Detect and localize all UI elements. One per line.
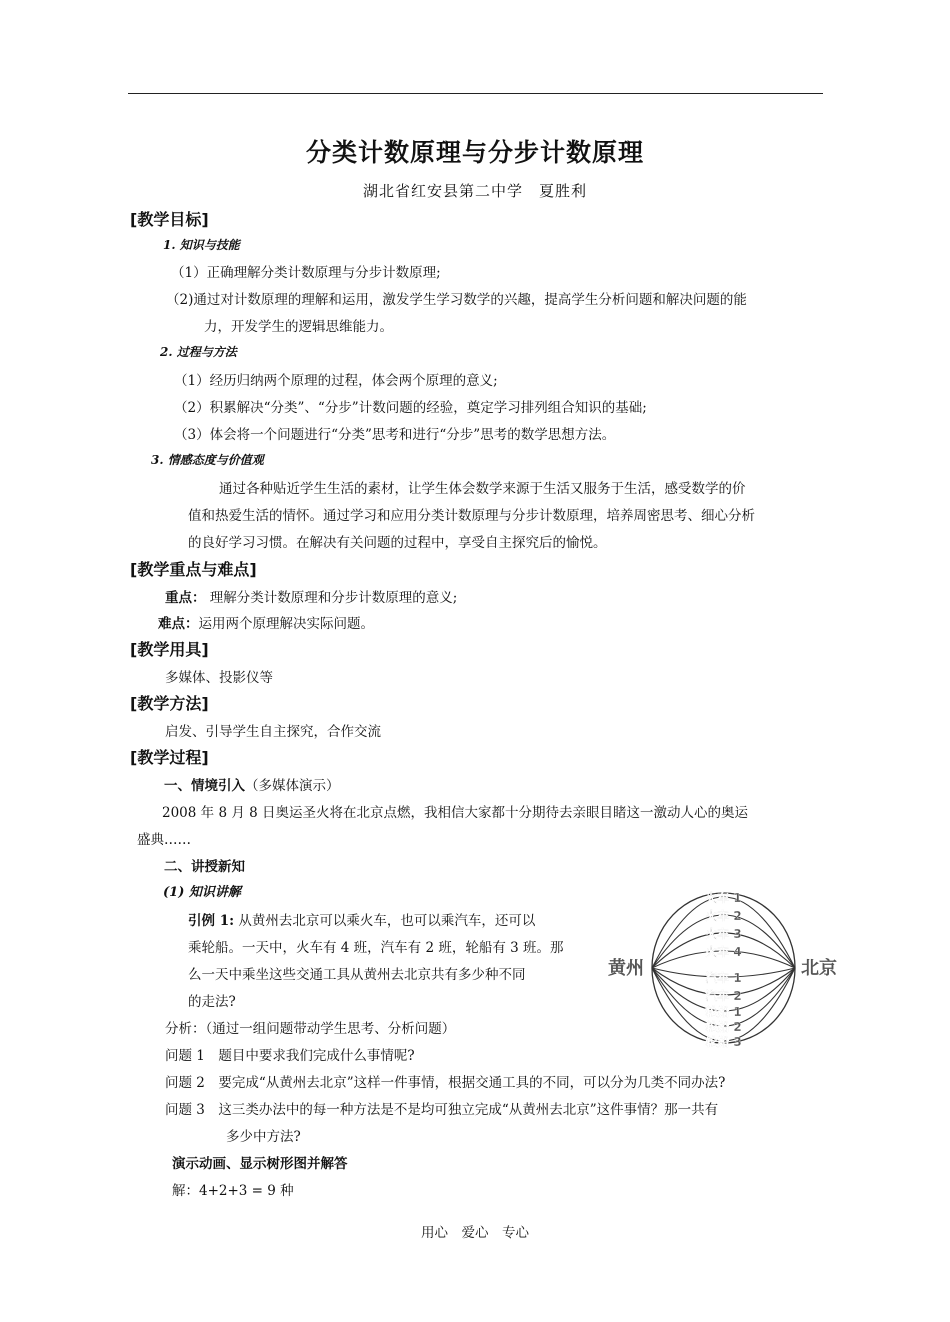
part2-title: 二、讲授新知 <box>164 859 245 875</box>
route-label: 轮船 2 <box>705 1020 742 1034</box>
example-line-4: 的走法? <box>188 994 236 1010</box>
goals-s1-item-1: （1）正确理解分类计数原理与分步计数原理; <box>171 265 441 281</box>
question-1: 问题 1 题目中要求我们完成什么事情呢? <box>165 1048 415 1064</box>
keypoint-label: 重点： <box>165 590 206 606</box>
answer-line: 解：4+2+3 = 9 种 <box>172 1183 294 1199</box>
page-footer: 用心 爱心 专心 <box>421 1225 529 1241</box>
example-line-3: 么一天中乘坐这些交通工具从黄州去北京共有多少种不同 <box>188 967 526 983</box>
methods-text: 启发、引导学生自主探究，合作交流 <box>165 724 381 740</box>
keypoint-text: 理解分类计数原理和分步计数原理的意义; <box>209 590 458 606</box>
demo-line: 演示动画、显示树形图并解答 <box>172 1156 348 1172</box>
keypoints-heading: [教学重点与难点] <box>130 560 257 579</box>
author-line: 湖北省红安县第二中学 夏胜利 <box>362 182 587 200</box>
header-rule <box>128 93 823 94</box>
goals-s3-para-line-1: 通过各种贴近学生生活的素材，让学生体会数学来源于生活又服务于生活，感受数学的价 <box>219 481 746 497</box>
question-3: 问题 3 这三类办法中的每一种方法是不是均可独立完成“从黄州去北京”这件事情？那一共有 <box>165 1102 719 1118</box>
route-label: 火车 4 <box>705 945 742 959</box>
example-line-2: 乘轮船。一天中，火车有 4 班，汽车有 2 班，轮船有 3 班。那 <box>188 940 564 956</box>
goals-section-2-title: 2. 过程与方法 <box>160 345 237 359</box>
part1-title: 一、情境引入 <box>164 778 245 794</box>
goals-s3-para-line-2: 值和热爱生活的情怀。通过学习和应用分类计数原理与分步计数原理，培养周密思考、细心分析 <box>188 508 755 524</box>
part2-subtitle: (1) 知识讲解 <box>163 885 241 900</box>
goals-s2-item-1: （1）经历归纳两个原理的过程，体会两个原理的意义; <box>174 373 498 389</box>
route-diagram <box>600 885 850 1055</box>
part1-para-line-1: 2008 年 8 月 8 日奥运圣火将在北京点燃，我相信大家都十分期待去亲眼目睹这一激动人心的奥运 <box>162 805 748 821</box>
part1-note: （多媒体演示） <box>245 778 340 794</box>
example-text-1: 从黄州去北京可以乘火车，也可以乘汽车，还可以 <box>238 913 536 929</box>
difficulty-text: 运用两个原理解决实际问题。 <box>198 616 374 632</box>
analysis-line: 分析：（通过一组问题带动学生思考、分析问题） <box>165 1021 456 1037</box>
methods-heading: [教学方法] <box>130 694 209 713</box>
page-title: 分类计数原理与分步计数原理 <box>305 138 644 167</box>
goals-s1-item-2: （2)通过对计数原理的理解和运用，激发学生学习数学的兴趣，提高学生分析问题和解决问题的能 <box>166 292 747 308</box>
goals-s1-item-2-cont: 力，开发学生的逻辑思维能力。 <box>204 319 393 335</box>
origin-label: 黄州 <box>608 958 644 979</box>
question-3-cont: 多少中方法? <box>226 1129 301 1145</box>
route-label: 汽车 2 <box>705 989 742 1003</box>
route-label: 轮船 3 <box>705 1035 742 1049</box>
route-label: 火车 1 <box>705 891 742 905</box>
route-label: 汽车 1 <box>705 971 742 985</box>
route-label: 火车 3 <box>705 927 742 941</box>
route-label: 轮船 1 <box>705 1005 742 1019</box>
difficulty-label: 难点： <box>158 616 199 632</box>
goals-s3-para-line-3: 的良好学习习惯。在解决有关问题的过程中，享受自主探究后的愉悦。 <box>188 535 607 551</box>
difficulty-line <box>158 612 374 632</box>
goals-s2-item-3: （3）体会将一个问题进行“分类”思考和进行“分步”思考的数学思想方法。 <box>174 427 616 443</box>
tools-heading: [教学用具] <box>130 640 209 659</box>
goals-section-3-title: 3. 情感态度与价值观 <box>151 453 264 467</box>
part1-line <box>164 774 340 794</box>
example-label: 引例 1: <box>188 913 235 929</box>
goals-heading: [教学目标] <box>130 210 209 229</box>
goals-s2-item-2: （2）积累解决“分类”、“分步”计数问题的经验，奠定学习排列组合知识的基础; <box>174 400 647 416</box>
route-label: 火车 2 <box>705 909 742 923</box>
question-2: 问题 2 要完成“从黄州去北京”这样一件事情，根据交通工具的不同，可以分为几类不同办法? <box>165 1075 726 1091</box>
keypoint-line <box>165 586 457 606</box>
process-heading: [教学过程] <box>130 748 209 767</box>
part1-para-line-2: 盛典…… <box>137 832 191 848</box>
destination-label: 北京 <box>801 958 837 979</box>
route-labels <box>705 890 742 1049</box>
example-line-1 <box>188 909 535 929</box>
goals-section-1-title: 1. 知识与技能 <box>163 238 240 252</box>
tools-text: 多媒体、投影仪等 <box>165 670 273 686</box>
